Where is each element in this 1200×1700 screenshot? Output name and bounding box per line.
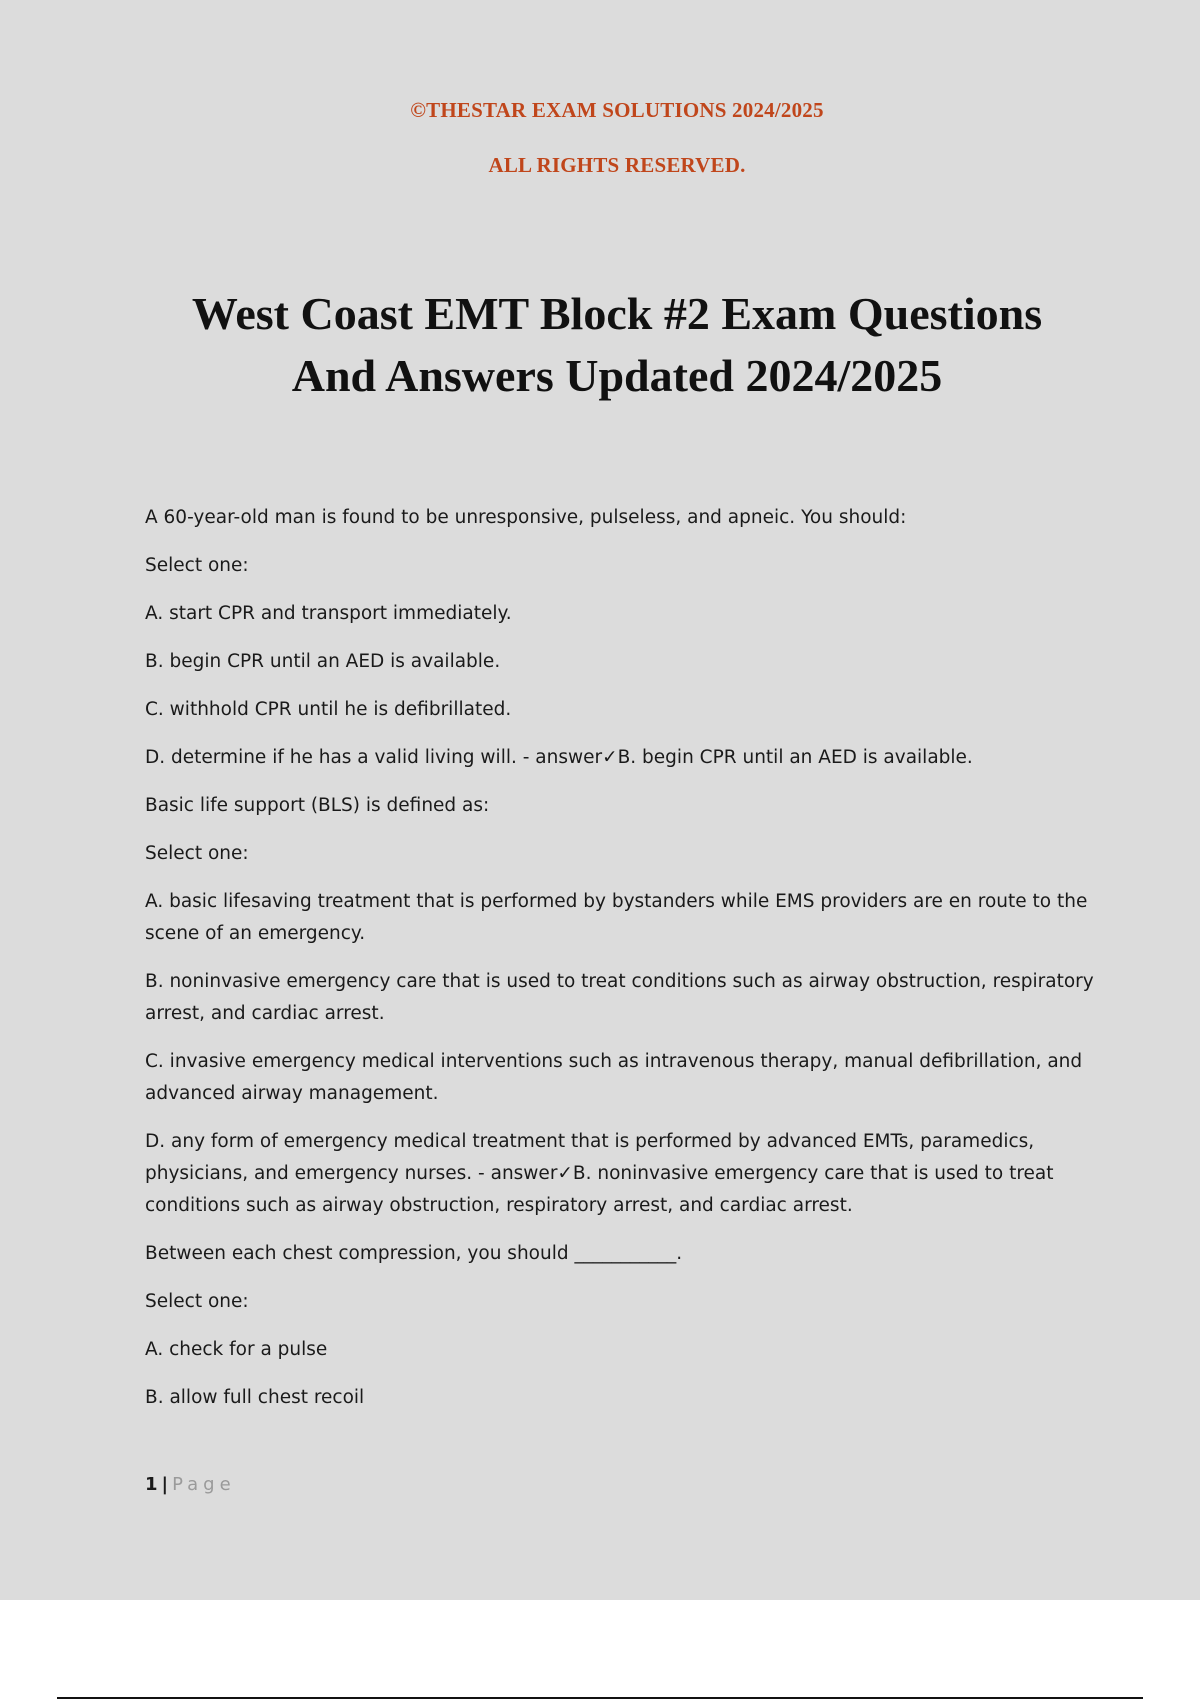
answer-option-with-answer: D. determine if he has a valid living will. - answer✓B. begin CPR until an AED is available.: [145, 747, 973, 768]
title-line-1: West Coast EMT Block #2 Exam Questions: [191, 288, 1043, 339]
page-footer: [145, 1474, 236, 1495]
answer-option: A. basic lifesaving treatment that is performed by bystanders while EMS providers are en route to the scene of an emergency.: [145, 891, 1088, 944]
bottom-divider: [57, 1697, 1143, 1699]
title-line-2: And Answers Updated 2024/2025: [291, 350, 943, 401]
page-number: 1: [145, 1474, 158, 1495]
answer-option: A. start CPR and transport immediately.: [145, 603, 512, 624]
answer-option: B. noninvasive emergency care that is used to treat conditions such as airway obstruction, respiratory arrest, and cardiac arrest.: [145, 971, 1094, 1024]
page-label: Page: [172, 1474, 236, 1495]
copyright-header: ©THESTAR EXAM SOLUTIONS 2024/2025: [410, 98, 824, 122]
question-text: Between each chest compression, you should ___________.: [145, 1243, 683, 1264]
select-instruction: Select one:: [145, 555, 249, 576]
rights-reserved-header: ALL RIGHTS RESERVED.: [488, 153, 746, 177]
answer-option-with-answer: D. any form of emergency medical treatment that is performed by advanced EMTs, paramedics, physicians, and emergency nurses. - answer✓B. noninvasive emergency care that is used to treat conditions such as airway obstruction, respiratory arrest, and cardiac arrest.: [145, 1131, 1054, 1216]
question-body: [145, 502, 1095, 1430]
question-text: Basic life support (BLS) is defined as:: [145, 795, 490, 816]
answer-option: A. check for a pulse: [145, 1339, 328, 1360]
document-title: [0, 283, 1200, 407]
answer-option: C. withhold CPR until he is defibrillated.: [145, 699, 512, 720]
question-text: A 60-year-old man is found to be unresponsive, pulseless, and apneic. You should:: [145, 507, 907, 528]
answer-option: B. allow full chest recoil: [145, 1387, 365, 1408]
select-instruction: Select one:: [145, 843, 249, 864]
footer-separator: |: [161, 1474, 169, 1495]
answer-option: B. begin CPR until an AED is available.: [145, 651, 501, 672]
answer-option: C. invasive emergency medical interventions such as intravenous therapy, manual defibrillation, and advanced airway management.: [145, 1051, 1083, 1104]
select-instruction: Select one:: [145, 1291, 249, 1312]
